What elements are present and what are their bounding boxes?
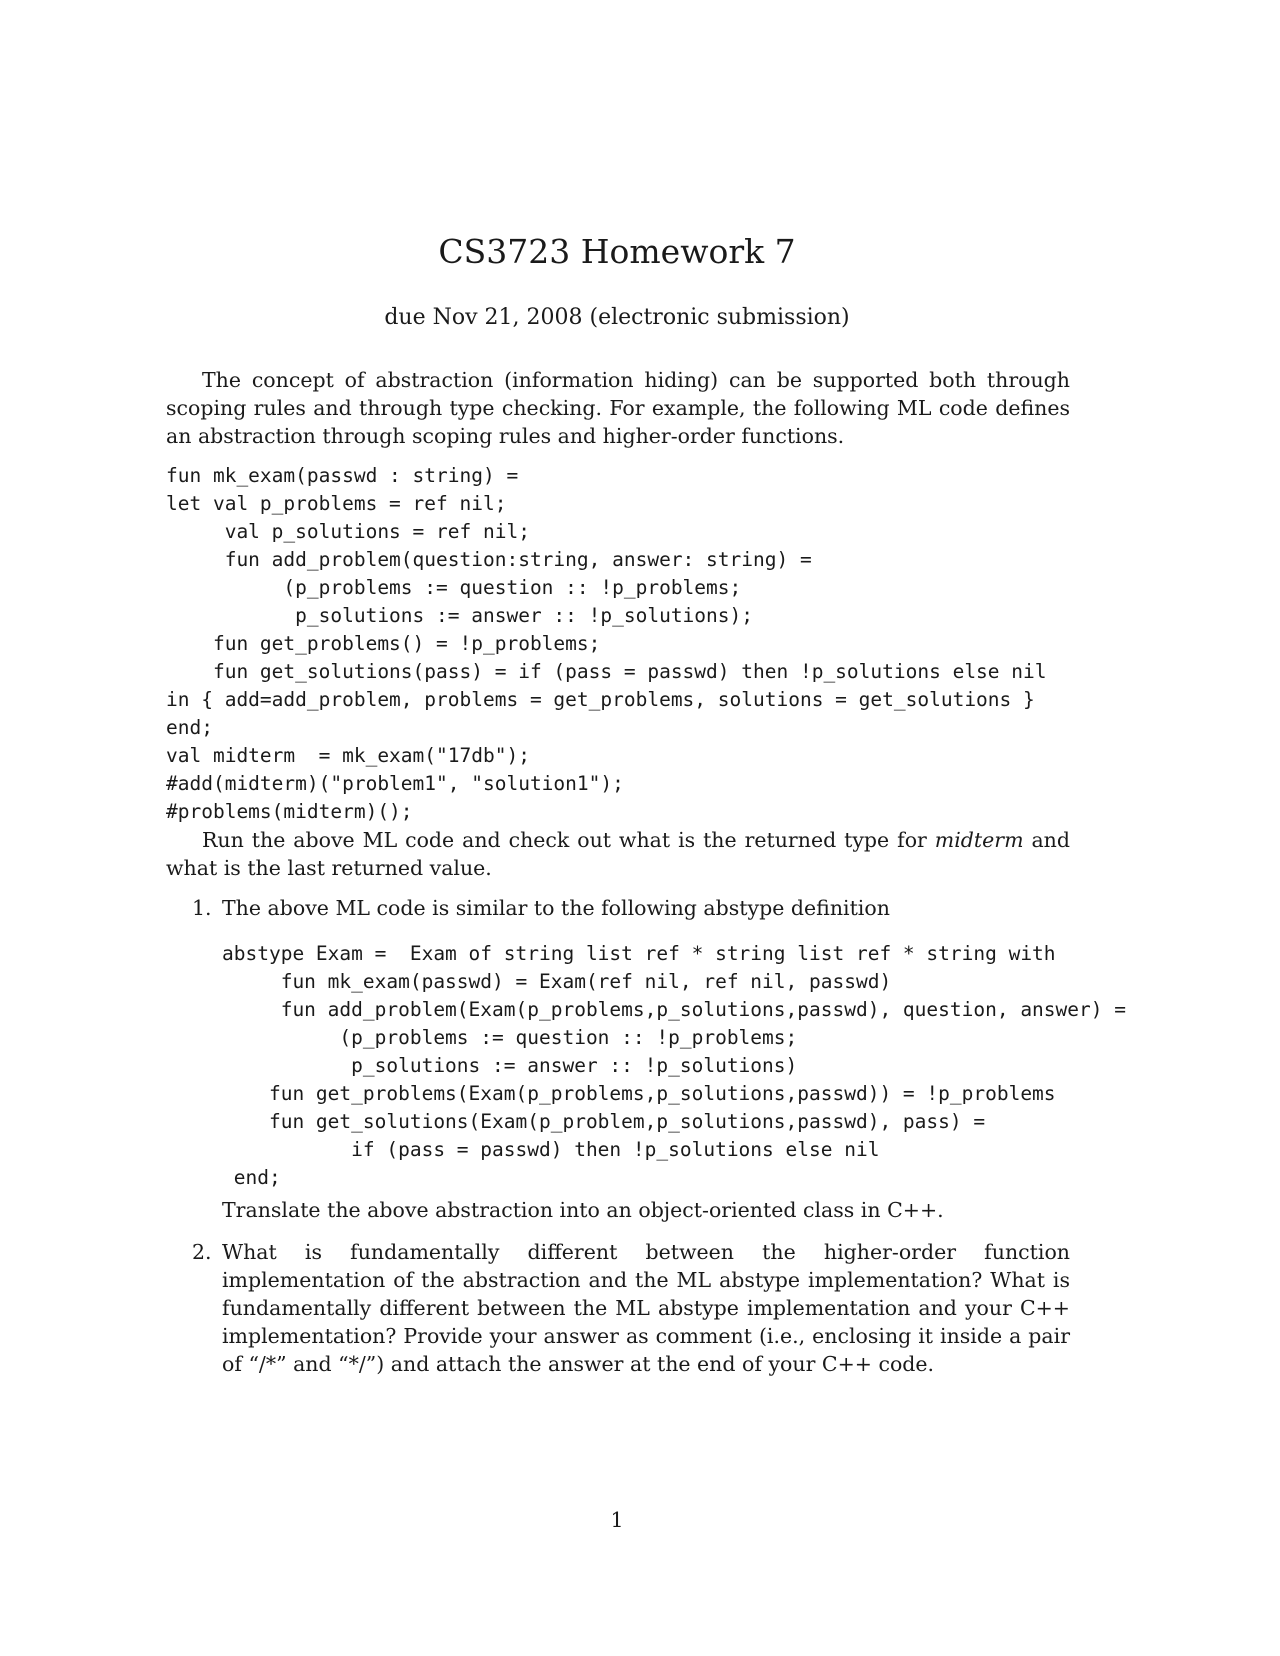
code-line: fun get_problems() = !p_problems; bbox=[166, 632, 601, 655]
code-line: (p_problems := question :: !p_problems; bbox=[166, 576, 742, 599]
code-line: val p_solutions = ref nil; bbox=[166, 520, 530, 543]
code-line: #add(midterm)("problem1", "solution1"); bbox=[166, 772, 624, 795]
code-line: p_solutions := answer :: !p_solutions); bbox=[166, 604, 753, 627]
due-date: due Nov 21, 2008 (electronic submission) bbox=[384, 305, 850, 330]
code-line: fun add_problem(Exam(p_problems,p_solutions,passwd), question, answer) = bbox=[222, 998, 1126, 1021]
code-line: #problems(midterm)(); bbox=[166, 800, 413, 823]
question-text: What is fundamentally different between the higher-order function implementation of the abstraction and the ML abstype implementation? What is fundamentally different between the ML abstype implementation and your C++ implementation? Provide your answer as comment (i.e., enclosing it inside a pair of “/*” and “*/”) and attach the answer at the end of your C++ code. bbox=[222, 1240, 1070, 1376]
code-line: fun mk_exam(passwd : string) = bbox=[166, 464, 519, 487]
question-number: 1. bbox=[192, 896, 212, 920]
question-number: 2. bbox=[192, 1240, 212, 1264]
document-title: CS3723 Homework 7 bbox=[438, 232, 796, 271]
code-line: val midterm = mk_exam("17db"); bbox=[166, 744, 530, 767]
code-line: in { add=add_problem, problems = get_problems, solutions = get_solutions } bbox=[166, 688, 1035, 711]
translate-instruction: Translate the above abstraction into an object-oriented class in C++. bbox=[222, 1198, 944, 1222]
code-line: end; bbox=[166, 716, 213, 739]
code-line: let val p_problems = ref nil; bbox=[166, 492, 507, 515]
abstype-code-block bbox=[222, 940, 1126, 1192]
page-number: 1 bbox=[610, 1508, 624, 1532]
code-line: fun mk_exam(passwd) = Exam(ref nil, ref nil, passwd) bbox=[222, 970, 892, 993]
code-line: if (pass = passwd) then !p_solutions else nil bbox=[222, 1138, 880, 1161]
code-line: fun add_problem(question:string, answer: string) = bbox=[166, 548, 812, 571]
question-text: The above ML code is similar to the following abstype definition bbox=[222, 896, 890, 920]
code-line: (p_problems := question :: !p_problems; bbox=[222, 1026, 798, 1049]
code-line: fun get_solutions(Exam(p_problem,p_solutions,passwd), pass) = bbox=[222, 1110, 986, 1133]
code-line: fun get_solutions(pass) = if (pass = passwd) then !p_solutions else nil bbox=[166, 660, 1047, 683]
code-line: fun get_problems(Exam(p_problems,p_solutions,passwd)) = !p_problems bbox=[222, 1082, 1056, 1105]
run-paragraph: Run the above ML code and check out what is the returned type for midterm and what is the last returned value. bbox=[166, 828, 1070, 880]
code-line: end; bbox=[222, 1166, 281, 1189]
intro-paragraph: The concept of abstraction (information hiding) can be supported both through scoping rules and through type checking. For example, the following ML code defines an abstraction through scoping rules and higher-order functions. bbox=[166, 368, 1070, 448]
code-line: p_solutions := answer :: !p_solutions) bbox=[222, 1054, 798, 1077]
ml-code-block bbox=[166, 462, 1047, 826]
emphasis-midterm: midterm bbox=[934, 828, 1024, 852]
code-line: abstype Exam = Exam of string list ref * string list ref * string with bbox=[222, 942, 1056, 965]
